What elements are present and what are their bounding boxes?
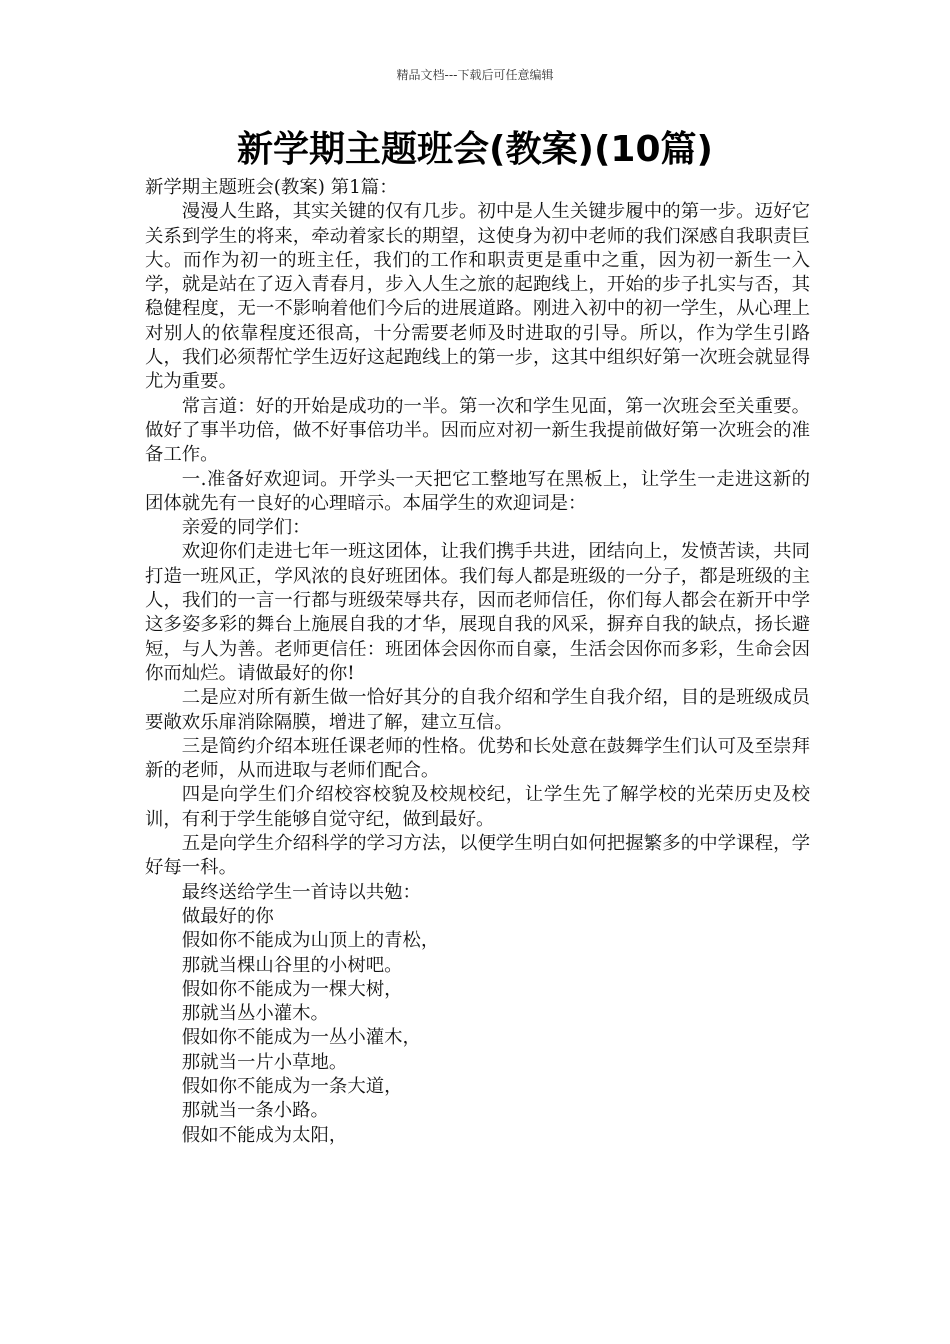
poem-line: 假如不能成为太阳， <box>181 1124 348 1146</box>
paragraph: 漫漫人生路，其实关键的仅有几步。初中是人生关键步履中的第一步。迈好它关系到学生的将来，牵动着家长的期望，这使身为初中老师的我们深感自我职责巨大。而作为初一的班主任，我们的工作和职责更是重中之重，因为初一新生一入学，就是站在了迈入青春月，步入人生之旅的起跑线上，开始的步子扎实与否，其稳健程度，无一不影响着他们今后的进展道路。刚进入初中的初一学生，从心理上对别人的依靠程度还很高，十分需要老师及时进取的引导。所以，作为学生引路人，我们必须帮忙学生迈好这起跑线上的第一步，这其中组织好第一次班会就显得尤为重要。 <box>145 201 810 393</box>
poem-line: 那就当一条小路。 <box>181 1100 329 1122</box>
paragraph: 二是应对所有新生做一恰好其分的自我介绍和学生自我介绍，目的是班级成员要敞欢乐扉消除隔膜，增进了解，建立互信。 <box>145 687 810 733</box>
poem-line: 假如你不能成为一棵大树， <box>181 978 403 1000</box>
poem-line: 最终送给学生一首诗以共勉： <box>181 881 421 903</box>
document-subtitle: 新学期主题班会(教案) 第1篇： <box>145 177 398 198</box>
paragraph: 常言道：好的开始是成功的一半。第一次和学生见面，第一次班会至关重要。做好了事半功倍，做不好事倍功半。因而应对初一新生我提前做好第一次班会的准备工作。 <box>145 395 810 466</box>
paragraph: 四是向学生们介绍校容校貌及校规校纪，让学生先了解学校的光荣历史及校训，有利于学生能够自觉守纪，做到最好。 <box>145 784 810 830</box>
poem-title: 做最好的你 <box>181 905 274 927</box>
poem-line: 那就当棵山谷里的小树吧。 <box>181 954 403 976</box>
poem-line: 假如你不能成为一条大道， <box>181 1075 403 1097</box>
document-body <box>145 176 810 1148</box>
paragraph: 亲爱的同学们： <box>181 517 311 539</box>
poem-line: 假如你不能成为一丛小灌木， <box>181 1027 421 1049</box>
paragraph: 五是向学生介绍科学的学习方法，以便学生明白如何把握繁多的中学课程，学好每一科。 <box>145 833 810 879</box>
poem-line: 那就当丛小灌木。 <box>181 1003 329 1025</box>
paragraph: 三是简约介绍本班任课老师的性格。优势和长处意在鼓舞学生们认可及至崇拜新的老师，从而进取与老师们配合。 <box>145 735 810 782</box>
page-header-note: 精品文档---下载后可任意编辑 <box>396 68 554 82</box>
poem-line: 假如你不能成为山顶上的青松， <box>181 930 440 952</box>
poem-line: 那就当一片小草地。 <box>181 1051 348 1073</box>
document-title: 新学期主题班会(教案)(10篇) <box>237 129 713 170</box>
paragraph: 一.准备好欢迎词。开学头一天把它工整地写在黑板上，让学生一走进这新的团体就先有一良好的心理暗示。本届学生的欢迎词是： <box>145 468 810 514</box>
paragraph: 欢迎你们走进七年一班这团体，让我们携手共进，团结向上，发愤苦读，共同打造一班风正，学风浓的良好班团体。我们每人都是班级的一分子，都是班级的主人，我们的一言一行都与班级荣辱共存，因而老师信任，你们每人都会在新开中学这多姿多彩的舞台上施展自我的才华，展现自我的风采，摒弃自我的缺点，扬长避短，与人为善。老师更信任：班团体会因你而自豪，生活会因你而多彩，生命会因你而灿烂。请做最好的你! <box>145 541 810 684</box>
